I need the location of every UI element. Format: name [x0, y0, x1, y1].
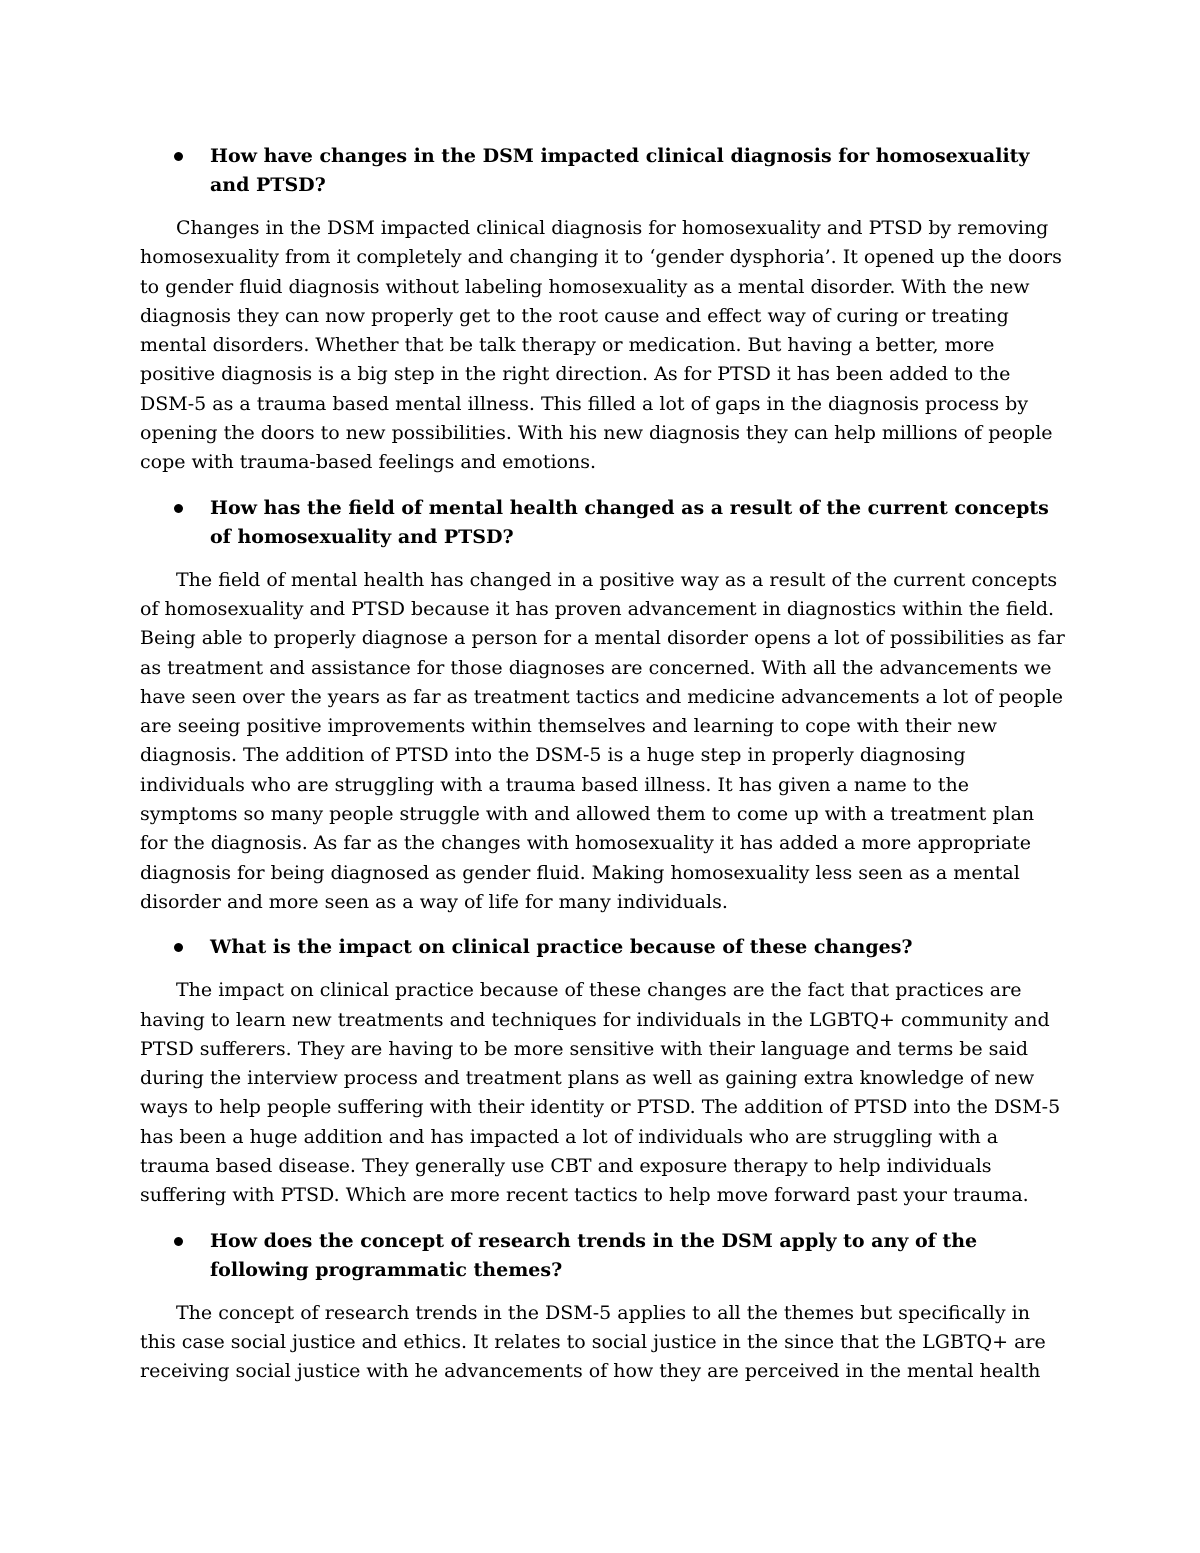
answer-paragraph-4: The concept of research trends in the DSM-5 applies to all the themes but specifically in this case social justice and ethics. It relates to social justice in the since that the LGBTQ+ are receiving social justice with he advancements of how they are perceived in the mental health: [140, 1301, 1046, 1383]
question-heading-1: [140, 142, 1065, 200]
answer-paragraph-3: The impact on clinical practice because of these changes are the fact that practices are having to learn new treatments and techniques for individuals in the LGBTQ+ community and PTSD sufferers. They are having to be more sensitive with their language and terms be said during the interview process and treatment plans as well as gaining extra knowledge of new ways to help people suffering with their identity or PTSD. The addition of PTSD into the DSM-5 has been a huge addition and has impacted a lot of individuals who are struggling with a trauma based disease. They generally use CBT and exposure therapy to help individuals suffering with PTSD. Which are more recent tactics to help move forward past your trauma.: [140, 979, 1061, 1207]
question-heading-4: [140, 1227, 1065, 1285]
question-text: How have changes in the DSM impacted clinical diagnosis for homosexuality and PTSD?: [210, 145, 1030, 196]
question-heading-2: [140, 494, 1065, 552]
bullet-icon: [174, 504, 183, 513]
question-text: What is the impact on clinical practice because of these changes?: [210, 936, 913, 959]
bullet-icon: [174, 1237, 183, 1246]
bullet-icon: [174, 152, 183, 161]
answer-paragraph-2: The field of mental health has changed in a positive way as a result of the current concepts of homosexuality and PTSD because it has proven advancement in diagnostics within the field. Being able to properly diagnose a person for a mental disorder opens a lot of possibilities as far as treatment and assistance for those diagnoses are concerned. With all the advancements we have seen over the years as far as treatment tactics and medicine advancements a lot of people are seeing positive improvements within themselves and learning to cope with their new diagnosis. The addition of PTSD into the DSM-5 is a huge step in properly diagnosing individuals who are struggling with a trauma based illness. It has given a name to the symptoms so many people struggle with and allowed them to come up with a treatment plan for the diagnosis. As far as the changes with homosexuality it has added a more appropriate diagnosis for being diagnosed as gender fluid. Making homosexuality less seen as a mental disorder and more seen as a way of life for many individuals.: [140, 568, 1065, 913]
question-text: How has the field of mental health changed as a result of the current concepts of homosexuality and PTSD?: [210, 496, 1049, 548]
question-text: How does the concept of research trends in the DSM apply to any of the following programmatic themes?: [210, 1229, 978, 1281]
bullet-icon: [174, 943, 183, 952]
answer-paragraph-1: Changes in the DSM impacted clinical diagnosis for homosexuality and PTSD by removing homosexuality from it completely and changing it to ‘gender dysphoria’. It opened up the doors to gender fluid diagnosis without labeling homosexuality as a mental disorder. With the new diagnosis they can now properly get to the root cause and effect way of curing or treating mental disorders. Whether that be talk therapy or medication. But having a better, more positive diagnosis is a big step in the right direction. As for PTSD it has been added to the DSM-5 as a trauma based mental illness. This filled a lot of gaps in the diagnosis process by opening the doors to new possibilities. With his new diagnosis they can help millions of people cope with trauma-based feelings and emotions.: [140, 217, 1062, 474]
document-body: [140, 142, 1065, 1403]
question-heading-3: [140, 933, 1065, 962]
